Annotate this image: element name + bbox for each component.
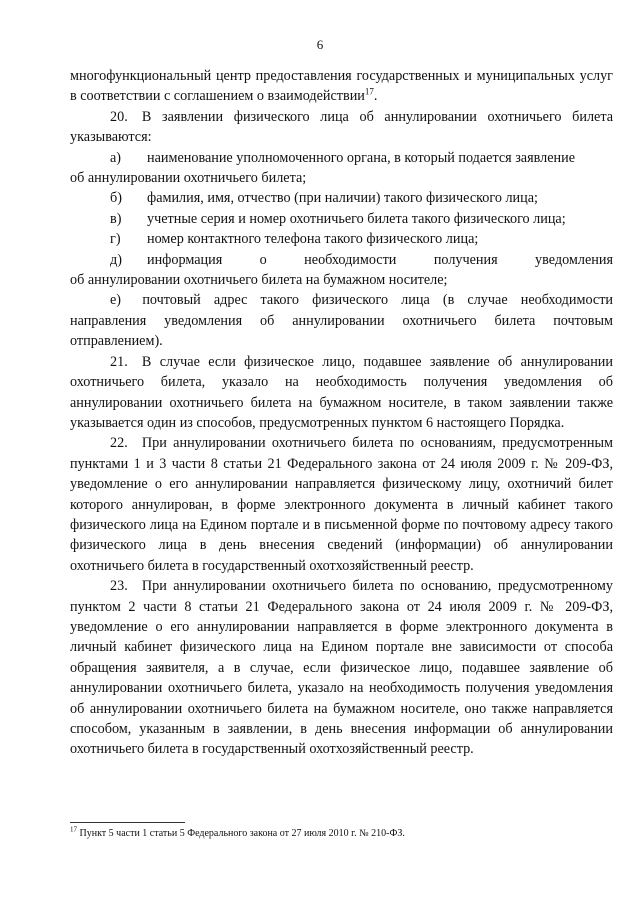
list-items: [70, 148, 613, 352]
list-text-cont: об аннулировании охотничьего билета на бумажном носителе;: [70, 272, 448, 289]
list-marker: е): [110, 292, 122, 309]
list-item: [70, 250, 613, 291]
footnote-reference: 17: [364, 86, 374, 97]
list-text: номер контактного телефона такого физического лица;: [147, 231, 479, 248]
list-item: [70, 188, 613, 208]
list-text-inline: [70, 290, 613, 351]
footnote-divider: [70, 822, 185, 823]
document-body: [70, 66, 613, 760]
list-text-cont: об аннулировании охотничьего билета;: [70, 170, 307, 187]
list-marker: д): [110, 251, 122, 268]
list-marker: б): [110, 190, 122, 207]
list-marker: в): [110, 210, 122, 227]
list-item: [70, 209, 613, 229]
list-text: фамилия, имя, отчество (при наличии) такого физического лица;: [147, 190, 538, 207]
footnote-text: Пункт 5 части 1 статьи 5 Федерального закона от 27 июля 2010 г. № 210-ФЗ.: [77, 828, 405, 839]
paragraph-20: 20. В заявлении физического лица об аннулировании охотничьего билета указываются:: [70, 108, 613, 146]
list-text: наименование уполномоченного органа, в который подается заявление: [147, 149, 576, 166]
list-item: [70, 290, 613, 351]
page-number: 6: [316, 37, 324, 52]
paragraph-continuation: [70, 66, 613, 107]
list-item: [70, 148, 613, 189]
paragraph-23: 23. При аннулировании охотничьего билета по основанию, предусмотренному пунктом 2 части 8 статьи 21 Федерального закона от 24 июля 2009 г. № 209-ФЗ, уведомление о его аннулировании направляется в форме электронного документа в личный кабинет физического лица на Едином портале вне зависимости от способа обращения заявителя, а в случае, если физическое лицо, подавшее заявление об аннулировании охотничьего билета, указало на необходимость получения уведомления об аннулировании охотничьего билета на бумажном носителе, оно также направляется способом, указанным в заявлении, в день внесения информации об аннулировании охотничьего билета в государственный охотхозяйственный реестр.: [70, 578, 613, 758]
footnote-number: 17: [70, 825, 77, 834]
list-text: информация о необходимости получения уведомления: [147, 251, 613, 268]
paragraph-text: многофункциональный центр предоставления государственных и муниципальных услуг в соответствии с соглашением о взаимодействии: [70, 68, 613, 105]
paragraph-text: .: [373, 88, 378, 105]
footnote: [70, 825, 405, 839]
paragraph-22: 22. При аннулировании охотничьего билета по основаниям, предусмотренным пунктами 1 и 3 части 8 статьи 21 Федерального закона от 24 июля 2009 г. № 209-ФЗ, уведомление о его аннулировании направляется физическому лицу, охотничий билет которого аннулирован, в форме электронного документа в личный кабинет такого физического лица на Едином портале и в письменной форме по почтовому адресу такого физического лица в день внесения сведений (информации) об аннулировании охотничьего билета в государственный охотхозяйственный реестр.: [70, 435, 613, 574]
list-text: почтовый адрес такого физического лица (в случае необходимости направления уведомления об аннулировании охотничьего билета почтовым отправлением).: [70, 292, 613, 350]
list-marker: а): [110, 149, 122, 166]
list-marker: г): [110, 231, 121, 248]
list-item: [70, 229, 613, 249]
paragraph-21: 21. В случае если физическое лицо, подавшее заявление об аннулировании охотничьего билета, указало на необходимость получения уведомления об аннулировании охотничьего билета на бумажном носителе, в таком заявлении также указывается один из способов, предусмотренных пунктом 6 настоящего Порядка.: [70, 353, 613, 431]
list-text: учетные серия и номер охотничьего билета такого физического лица;: [147, 210, 566, 227]
